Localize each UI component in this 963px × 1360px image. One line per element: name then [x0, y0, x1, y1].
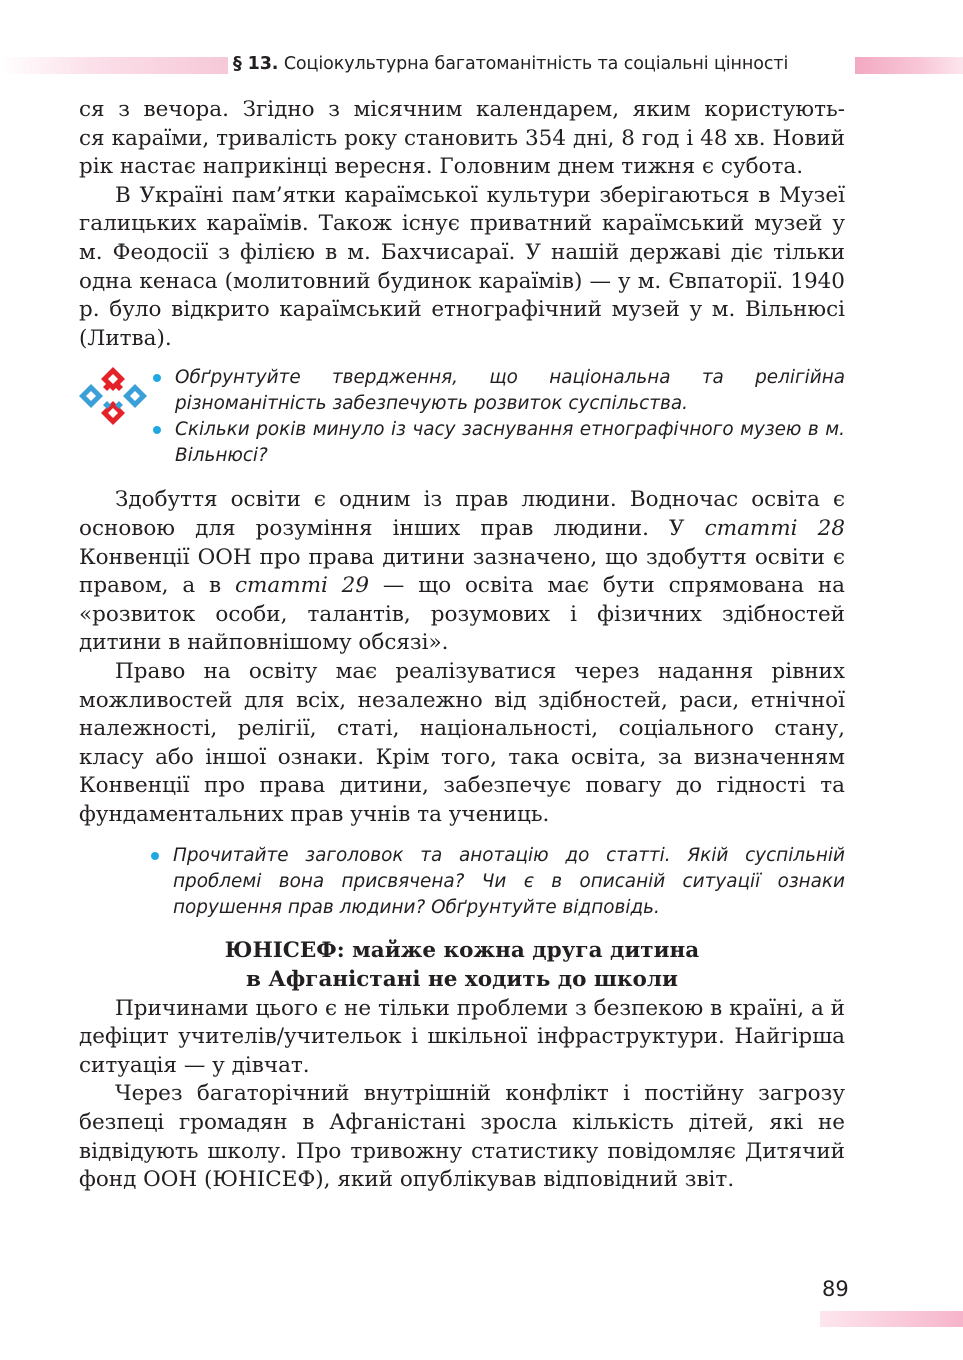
bullet-icon	[151, 852, 159, 860]
page-number: 89	[822, 1277, 849, 1301]
paragraph-3	[79, 486, 845, 658]
paragraph-1-line-1: ся з вечора. Згідно з місячним календарем, яким користують-	[79, 97, 845, 122]
task-block-2	[79, 843, 845, 921]
paragraph-4: Право на освіту має реалізуватися через надання рівних можливостей для всіх, незалежно від здібностей, раси, етнічної належності, релігії, статі, національності, соціального стану, класу або іншої ознаки. Крім того, така освіта, за визначенням Конвенції про права дитини, забезпечує повагу до гідності та фундаментальних прав учнів та учениць.	[79, 658, 845, 827]
section-number: § 13.	[233, 54, 279, 74]
p3-text-1: Здобуття освіти є одним із прав людини. Водночас освіта є основою для розуміння інших прав людини. У	[79, 487, 845, 541]
footer-decor	[820, 1311, 963, 1327]
paragraph-5: Причинами цього є не тільки проблеми з безпекою в країні, а й дефіцит учителів/учительок і шкільної інфраструктури. Найгірша ситуація — у дівчат.	[79, 995, 845, 1078]
section-header	[233, 54, 788, 74]
paragraph-2: В Україні пам’ятки караїмської культури зберігаються в Музеї галицьких караїмів. Також існує приватний караїмський музей у м. Феодосії з філією в м. Бахчисараї. У нашій державі діє тільки одна кенаса (молитовний будинок караїмів) — у м. Євпаторії. 1940 р. було відкрито караїмський етнографічний музей у м. Вільнюсі (Литва).	[79, 182, 845, 351]
p3-text-2: Конвенції ООН про права дитини зазначено, що здобуття освіти є правом, а в	[79, 544, 845, 599]
p3-text-3: — що освіта має бути спрямована на «розвиток особи, талантів, розумових і фізичних здібностей дитини в найповнішому обсязі».	[79, 573, 845, 656]
task-text: Скільки років минуло із часу заснування етнографічного музею в м. Вільнюсі?	[175, 419, 845, 467]
article-title-line-1: ЮНІСЕФ: майже кожна друга дитина	[224, 938, 700, 964]
p3-italic-1: статті 28	[704, 515, 845, 541]
bullet-icon	[153, 426, 161, 434]
header-decor-right	[855, 57, 963, 74]
paragraph-6: Через багаторічний внутрішній конфлікт і постійну загрозу безпеці громадян в Афганістані зросла кількість дітей, які не відвідують школу. Про тривожну статистику повідомляє Дитячий фонд ООН (ЮНІСЕФ), який опублікував відповідний звіт.	[79, 1081, 845, 1193]
task-block-1	[79, 365, 845, 469]
task-item	[147, 843, 845, 921]
ornament-rhombus-icon	[79, 367, 147, 425]
page-content	[79, 96, 845, 1195]
header-decor-left	[0, 57, 228, 74]
task-item	[149, 365, 845, 417]
article-title	[79, 937, 845, 994]
task-text: Прочитайте заголовок та анотацію до статті. Якій суспільній проблемі вона присвячена? Чи є в описаній ситуації ознаки порушення прав людини? Обґрунтуйте відповідь.	[173, 845, 845, 919]
p3-italic-2: статті 29	[234, 573, 370, 599]
paragraph-1: ся караїми, тривалість року становить 354 дні, 8 год і 48 хв. Новий рік настає наприкінці вересня. Головним днем тижня є субота.	[79, 125, 845, 180]
article-title-line-2: в Афганістані не ходить до школи	[245, 967, 679, 993]
bullet-icon	[153, 374, 161, 382]
task-text: Обґрунтуйте твердження, що національна та релігійна різноманітність забезпечують розвиток суспільства.	[175, 367, 845, 415]
task-item	[149, 417, 845, 469]
section-title: Соціокультурна багатоманітність та соціальні цінності	[283, 54, 789, 74]
